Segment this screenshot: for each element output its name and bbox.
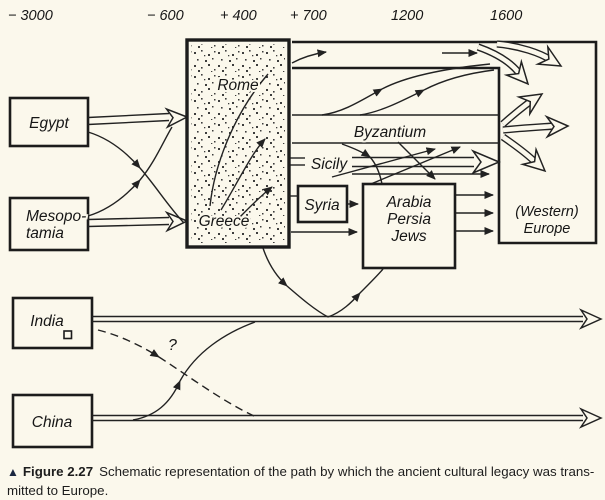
- egypt-box: [10, 98, 88, 146]
- greece-rome-box: [187, 40, 289, 247]
- byzantium-label: Byzantium: [353, 124, 427, 141]
- arabia-label-line2: Persia: [387, 211, 431, 228]
- question-mark-label: ?: [168, 337, 177, 354]
- india-box: [13, 298, 92, 348]
- sicily-label: Sicily: [310, 156, 348, 173]
- cross-route-arrows: [332, 142, 460, 186]
- caption-triangle-icon: ▲: [7, 465, 19, 479]
- syria-label: Syria: [304, 197, 340, 214]
- figure-caption: [7, 463, 599, 500]
- timeline-label-700: + 700: [290, 8, 327, 24]
- europe-label-line1: (Western): [515, 204, 579, 220]
- timeline-label-400: + 400: [220, 8, 257, 24]
- caption-text-line1: Schematic representation of the path by which the ancient cultural legacy was trans-: [99, 464, 595, 479]
- rome-label: Rome: [217, 77, 259, 94]
- timeline-label-600: − 600: [147, 8, 184, 24]
- egypt-mesopotamia-cross-arrows: [88, 127, 184, 223]
- syria-box: [298, 186, 347, 222]
- mesopotamia-label-line2: tamia: [26, 225, 64, 242]
- arabia-persia-jews-box: [363, 184, 455, 268]
- arabia-label-line1: Arabia: [386, 194, 432, 211]
- timeline: [8, 8, 522, 24]
- china-box: [13, 395, 92, 447]
- india-route-arrow: [92, 310, 601, 328]
- arabia-label-line3: Jews: [391, 228, 427, 245]
- mesopotamia-label-line1: Mesopo-: [26, 208, 87, 225]
- timeline-label-3000: − 3000: [8, 8, 53, 24]
- india-label: India: [30, 313, 64, 330]
- figure-label: Figure 2.27: [22, 464, 94, 479]
- sicily-arrow: [289, 151, 499, 174]
- byzantium-channel: [292, 115, 499, 143]
- india-china-cross-arrows: [98, 322, 255, 420]
- byzantium-to-rome-arrows: [322, 64, 494, 115]
- europe-label-line2: Europe: [523, 221, 571, 237]
- timeline-label-1600: 1600: [490, 8, 523, 24]
- arabia-to-europe-arrows: [456, 195, 493, 231]
- egypt-label: Egypt: [29, 115, 69, 132]
- mesopotamia-to-greece-arrow: [88, 212, 187, 231]
- timeline-label-1200: 1200: [391, 8, 424, 24]
- china-route-arrow: [92, 409, 601, 427]
- mesopotamia-box: [10, 198, 88, 250]
- caption-text-line2: mitted to Europe.: [7, 482, 109, 498]
- egypt-to-greece-arrow: [88, 108, 187, 127]
- greece-label: Greece: [198, 213, 250, 230]
- china-label: China: [31, 414, 73, 431]
